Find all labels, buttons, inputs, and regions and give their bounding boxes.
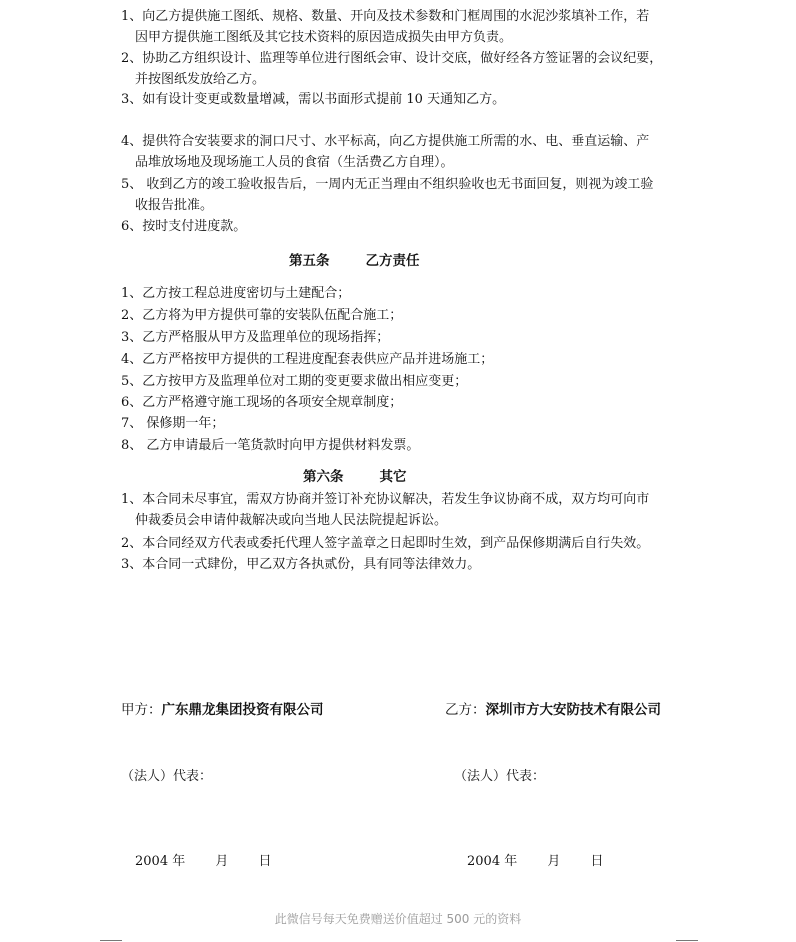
item-text: 收到乙方的竣工验收报告后，一周内无正当理由不组织验收也无书面回复，则视为竣工验 [142, 177, 654, 192]
item-text: 如有设计变更或数量增减，需以书面形式提前 10 天通知乙方。 [142, 92, 506, 107]
party-b-company: 深圳市方大安防技术有限公司 [485, 702, 661, 718]
item-number: 2、 [121, 536, 143, 551]
item-number: 2、 [121, 51, 143, 66]
item-text-continued: 因甲方提供施工图纸及其它技术资料的原因造成损失由甲方负责。 [135, 30, 513, 45]
list-item [121, 48, 691, 90]
list-item: 2、乙方将为甲方提供可靠的安装队伍配合施工； [121, 308, 403, 323]
party-a-company: 广东鼎龙集团投资有限公司 [161, 702, 324, 718]
list-item: 8、 乙方申请最后一笔货款时向甲方提供材料发票。 [121, 438, 420, 453]
item-number: 1、 [121, 492, 143, 507]
list-item [121, 533, 691, 554]
item-number: 3、 [121, 557, 143, 572]
item-text-continued: 收报告批准。 [135, 198, 214, 213]
item-text: 本合同经双方代表或委托代理人签字盖章之日起即时生效，到产品保修期满后自行失效。 [142, 536, 650, 551]
item-text: 提供符合安装要求的洞口尺寸、水平标高，向乙方提供施工所需的水、电、垂直运输、产 [142, 134, 650, 149]
item-number: 5、 [121, 177, 143, 192]
item-number: 1、 [121, 9, 143, 24]
item-text: 按时支付进度款。 [142, 219, 247, 234]
list-item: 5、乙方按甲方及监理单位对工期的变更要求做出相应变更； [121, 374, 468, 389]
page-corner-mark [100, 940, 122, 941]
item-text: 协助乙方组织设计、监理等单位进行图纸会审、设计交底，做好经各方签证署的会议纪要， [142, 51, 663, 66]
list-item [121, 6, 691, 48]
article-title: 其它 [379, 469, 407, 485]
article-title: 乙方责任 [365, 253, 420, 269]
item-text: 向乙方提供施工图纸、规格、数量、开向及技术参数和门框周围的水泥沙浆填补工作，若 [142, 9, 650, 24]
list-item: 6、乙方严格遵守施工现场的各项安全规章制度； [121, 395, 403, 410]
section5-heading [289, 249, 420, 269]
article-number: 第六条 [303, 469, 344, 485]
party-b-date: 2004 年 月 日 [467, 854, 604, 869]
list-item: 1、乙方按工程总进度密切与土建配合； [121, 286, 351, 301]
list-item [121, 131, 691, 173]
list-item [121, 89, 691, 110]
item-number: 3、 [121, 92, 143, 107]
party-a-date: 2004 年 月 日 [135, 854, 272, 869]
section6-heading [303, 465, 407, 485]
list-item [121, 554, 691, 575]
item-text-continued: 并按图纸发放给乙方。 [135, 72, 266, 87]
page-corner-mark [676, 940, 698, 941]
footer-note: 此微信号每天免费赠送价值超过 500 元的资料 [274, 912, 522, 926]
party-b-representative: （法人）代表： [454, 769, 546, 784]
list-item: 3、乙方严格服从甲方及监理单位的现场指挥； [121, 330, 390, 345]
list-item: 4、乙方严格按甲方提供的工程进度配套表供应产品并进场施工； [121, 352, 494, 367]
list-item [121, 174, 691, 216]
item-text-continued: 仲裁委员会申请仲裁解决或向当地人民法院提起诉讼。 [135, 513, 448, 528]
party-a-label: 甲方： [121, 702, 162, 718]
party-a-representative: （法人）代表： [121, 769, 213, 784]
list-item [121, 216, 691, 237]
item-text-continued: 品堆放场地及现场施工人员的食宿（生活费乙方自理）。 [135, 155, 454, 170]
list-item: 7、 保修期一年； [121, 416, 225, 431]
item-text: 本合同未尽事宜，需双方协商并签订补充协议解决，若发生争议协商不成，双方均可向市 [142, 492, 650, 507]
list-item [121, 489, 691, 531]
party-a-signature [121, 698, 324, 718]
item-text: 本合同一式肆份，甲乙双方各执贰份，具有同等法律效力。 [142, 557, 481, 572]
item-number: 4、 [121, 134, 143, 149]
party-b-label: 乙方： [445, 702, 486, 718]
article-number: 第五条 [289, 253, 330, 269]
party-b-signature [445, 698, 661, 718]
item-number: 6、 [121, 219, 143, 234]
